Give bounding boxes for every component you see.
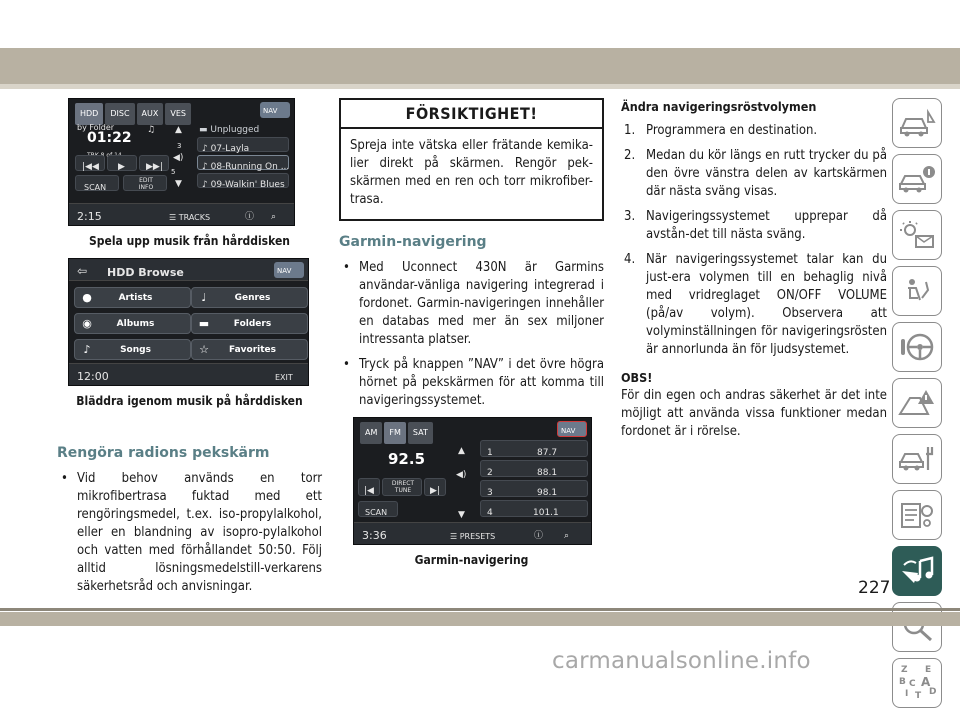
preset-number: 4 xyxy=(487,508,493,518)
chapter-tab-spec-sheet[interactable] xyxy=(892,490,942,540)
track-name: 08-Running On ... xyxy=(210,162,290,172)
tracks-button xyxy=(169,209,210,227)
index-letter: I xyxy=(905,689,909,699)
step-text: Medan du kör längs en rutt trycker du på den övre vänstra delen av kartskärmen där nästa sväng visas. xyxy=(646,148,887,199)
play-icon: ▶ xyxy=(118,162,125,172)
nav-badge: NAV xyxy=(260,102,290,118)
albums-label: Albums xyxy=(116,318,155,329)
preset-frequency: 88.1 xyxy=(537,468,558,478)
track-name: 07-Layla xyxy=(210,144,250,154)
road-warning-icon xyxy=(898,388,936,418)
clock: 3:36 xyxy=(362,529,387,542)
artists-label: Artists xyxy=(118,292,153,303)
track-name: 09-Walkin' Blues xyxy=(210,180,285,190)
counter-top: 3 xyxy=(177,142,182,150)
back-arrow-icon: ⇦ xyxy=(77,264,88,278)
info-icon: ⓘ xyxy=(534,531,544,541)
person-icon: ● xyxy=(82,290,92,304)
seek-forward-button xyxy=(424,478,446,496)
figure-caption: Bläddra igenom musik på hårddisken xyxy=(76,394,303,408)
preset-row xyxy=(480,480,588,497)
up-arrow-icon: ▲ xyxy=(458,446,465,456)
scan-label: SCAN xyxy=(365,508,388,517)
track-label: ♪ 08-Running On ... xyxy=(202,162,290,172)
column-left xyxy=(57,98,322,603)
bullet-item: • Med Uconnect 430N är Garmins användar-vänliga navigering integrerad i fordonet. Garmin-navigeringen innehåller en databas med mer än sex miljoner intressanta platser. xyxy=(339,259,604,349)
header-band xyxy=(0,48,960,84)
clock: 2:15 xyxy=(77,210,102,223)
songs-label: Songs xyxy=(120,344,151,355)
dashboard-lights-icon xyxy=(898,220,936,250)
chapter-tab-car-info[interactable] xyxy=(892,154,942,204)
index-letter: C xyxy=(909,679,916,689)
chapter-tab-airbag[interactable] xyxy=(892,266,942,316)
presets-button xyxy=(450,528,495,546)
preset-number: 3 xyxy=(487,488,493,498)
seek-back-button xyxy=(358,478,380,496)
bullet-item: • Tryck på knappen ”NAV” i det övre högra hörnet på pekskärmen för att komma till navigeringssystemet. xyxy=(339,356,604,410)
car-info-icon xyxy=(898,164,936,194)
songs-button xyxy=(74,339,191,360)
seek-forward-icon: ▶| xyxy=(430,486,440,496)
note-text: För din egen och andras säkerhet är det inte möjligt att använda vissa funktioner medan fordonet är i rörelse. xyxy=(621,388,887,439)
track-row xyxy=(197,155,289,170)
preset-row xyxy=(480,460,588,477)
step-number: 3. xyxy=(624,209,636,224)
scan-button xyxy=(75,175,119,191)
chapter-tab-steering-wheel[interactable] xyxy=(892,322,942,372)
tab-fm: FM xyxy=(384,422,406,444)
steering-wheel-icon xyxy=(898,331,936,363)
bullet-list xyxy=(57,470,322,596)
index-letter: E xyxy=(925,665,932,675)
page-number: 227 xyxy=(858,578,891,598)
subheading: Ändra navigeringsröstvolymen xyxy=(621,99,817,114)
preset-number: 1 xyxy=(487,448,493,458)
index-letter: Z xyxy=(901,665,908,675)
down-arrow-icon: ▼ xyxy=(175,179,182,189)
index-letter: T xyxy=(915,691,922,701)
band-tabs xyxy=(360,422,433,444)
track-label: ♪ 07-Layla xyxy=(202,144,250,154)
chapter-tab-road-warning[interactable] xyxy=(892,378,942,428)
volume-icon: ◀) xyxy=(456,470,467,480)
chapter-tab-dashboard-lights[interactable] xyxy=(892,210,942,260)
figure-caption: Garmin-navigering xyxy=(414,553,529,567)
index-letter: B xyxy=(899,677,906,687)
list-item xyxy=(621,251,887,359)
frequency: 92.5 xyxy=(388,450,426,468)
tab-disc: DISC xyxy=(105,103,134,125)
figure-caption: Spela upp musik från hårddisken xyxy=(89,234,290,248)
presets-label: PRESETS xyxy=(459,532,496,541)
counter-bottom: 5 xyxy=(171,168,176,176)
numbered-list xyxy=(621,122,887,359)
genres-label: Genres xyxy=(234,292,271,303)
step-text: När navigeringssystemet talar kan du just-era volymen till en behaglig nivå med vridreglaget ON/OFF VOLUME (på/av volym). Observera att volyminställningen för navigeringsrösten är annorlunda än för ljudsystemet. xyxy=(646,252,887,357)
previous-button xyxy=(75,155,105,171)
list-item xyxy=(621,208,887,244)
up-arrow-icon: ▲ xyxy=(175,125,182,135)
radio-screenshot xyxy=(353,417,592,545)
chapter-tab-multimedia[interactable] xyxy=(892,546,942,596)
list-item xyxy=(621,122,887,140)
artists-button xyxy=(74,287,191,308)
tracks-label: TRACKS xyxy=(178,213,211,222)
hdd-browse-screenshot xyxy=(68,258,309,386)
car-warning-icon xyxy=(898,108,936,138)
chapter-tab-index[interactable] xyxy=(892,658,942,708)
header-stripe xyxy=(0,84,960,89)
browse-header xyxy=(69,259,308,281)
clock: 12:00 xyxy=(77,370,109,383)
index-letter: A xyxy=(921,675,931,689)
hdd-player-screenshot xyxy=(68,98,295,226)
browse-title: HDD Browse xyxy=(107,266,184,279)
car-service-icon xyxy=(898,444,936,474)
track-row xyxy=(197,173,289,188)
list-icon: ☰ xyxy=(450,532,460,541)
down-arrow-icon: ▼ xyxy=(458,510,465,520)
column-right xyxy=(621,98,887,441)
step-text: Navigeringssystemet upprepar då avstån-det till nästa sväng. xyxy=(646,209,887,242)
index-letter: D xyxy=(929,687,937,697)
radio-status-bar xyxy=(354,522,591,544)
player-status-bar xyxy=(69,203,294,225)
track-row xyxy=(197,137,289,152)
music-note-icon: ♫ xyxy=(147,125,156,135)
preset-row xyxy=(480,440,588,457)
elapsed-time: 01:22 xyxy=(87,130,132,146)
chapter-tab-car-warning[interactable] xyxy=(892,98,942,148)
albums-button xyxy=(74,313,191,334)
preset-frequency: 101.1 xyxy=(533,508,559,518)
track-label: ♪ 09-Walkin' Blues xyxy=(202,180,285,190)
preset-row xyxy=(480,500,588,517)
folders-label: Folders xyxy=(233,318,272,329)
tab-am: AM xyxy=(360,422,382,444)
tab-hdd: HDD xyxy=(75,103,103,125)
warning-box xyxy=(339,98,604,221)
section-title: Garmin-navigering xyxy=(339,234,487,250)
tab-ves: VES xyxy=(165,103,191,125)
nav-button: NAV xyxy=(557,421,587,437)
folders-button xyxy=(191,313,308,334)
next-button xyxy=(139,155,169,171)
scan-button xyxy=(358,501,398,517)
note-title: OBS! xyxy=(621,370,653,385)
favorites-button xyxy=(191,339,308,360)
warning-text: Spreja inte vätska eller frätande kemika-lier direkt på skärmen. Rengör pek-skärmen med en ren och torr mikrofiber-trasa. xyxy=(350,138,593,207)
step-number: 4. xyxy=(624,252,636,267)
disc-icon: ◉ xyxy=(82,316,92,330)
play-button xyxy=(107,155,137,171)
edit-info-button xyxy=(123,175,167,191)
tab-sat: SAT xyxy=(408,422,433,444)
index-icon xyxy=(897,664,937,702)
scan-label: SCAN xyxy=(84,183,107,192)
footer-band xyxy=(0,612,960,626)
direct-tune-button xyxy=(382,478,422,496)
bullet-list xyxy=(339,259,604,410)
list-item xyxy=(621,147,887,201)
browse-status-bar xyxy=(69,363,308,385)
chapter-tab-car-service[interactable] xyxy=(892,434,942,484)
next-icon: ▶▶| xyxy=(146,162,163,172)
preset-frequency: 87.7 xyxy=(537,448,558,458)
zoom-icon: ⌕ xyxy=(564,531,570,541)
step-number: 1. xyxy=(624,123,636,138)
folder-icon: ▬ xyxy=(199,125,211,135)
info-icon: ⓘ xyxy=(245,212,255,222)
direct-tune-label: DIRECT TUNE xyxy=(391,480,415,494)
column-middle xyxy=(339,98,604,577)
favorites-label: Favorites xyxy=(228,344,277,355)
step-number: 2. xyxy=(624,148,636,163)
folder-label: Unplugged xyxy=(210,125,260,135)
footer-stripe xyxy=(0,608,960,611)
zoom-icon: ⌕ xyxy=(271,212,277,222)
multimedia-icon xyxy=(898,555,936,587)
exit-button: EXIT xyxy=(275,373,293,382)
volume-icon: ◀) xyxy=(173,153,184,163)
tab-aux: AUX xyxy=(137,103,164,125)
guitar-icon: ♩ xyxy=(201,290,207,304)
preset-number: 2 xyxy=(487,468,493,478)
warning-title: FÖRSIKTIGHET! xyxy=(341,100,602,129)
genres-button xyxy=(191,287,308,308)
edit-info-label: EDIT INFO xyxy=(138,177,154,191)
folder-icon: ▬ xyxy=(198,316,210,330)
spec-sheet-icon xyxy=(898,500,936,530)
seek-back-icon: |◀ xyxy=(364,486,374,496)
watermark: carmanualsonline.info xyxy=(552,648,811,674)
star-note-icon: ☆ xyxy=(199,342,209,356)
previous-icon: |◀◀ xyxy=(82,162,99,172)
by-folder-label: by Folder xyxy=(77,123,115,132)
airbag-icon xyxy=(898,276,936,306)
music-note-icon: ♪ xyxy=(83,342,91,356)
section-title: Rengöra radions pekskärm xyxy=(57,445,270,461)
bullet-item: • Vid behov används en torr mikrofibertrasa fuktad med ett rengöringsmedel, t.ex. iso-propylalkohol, eller en blandning av isopro-pylalkohol och vatten med förhållandet 50:50. Följ alltid lösningsmedelstill-verkarens säkerhetsråd och anvisningar. xyxy=(57,470,322,596)
step-text: Programmera en destination. xyxy=(646,123,818,138)
nav-badge: NAV xyxy=(274,262,304,278)
list-icon: ☰ xyxy=(169,213,179,222)
preset-frequency: 98.1 xyxy=(537,488,558,498)
spacer xyxy=(57,418,322,440)
